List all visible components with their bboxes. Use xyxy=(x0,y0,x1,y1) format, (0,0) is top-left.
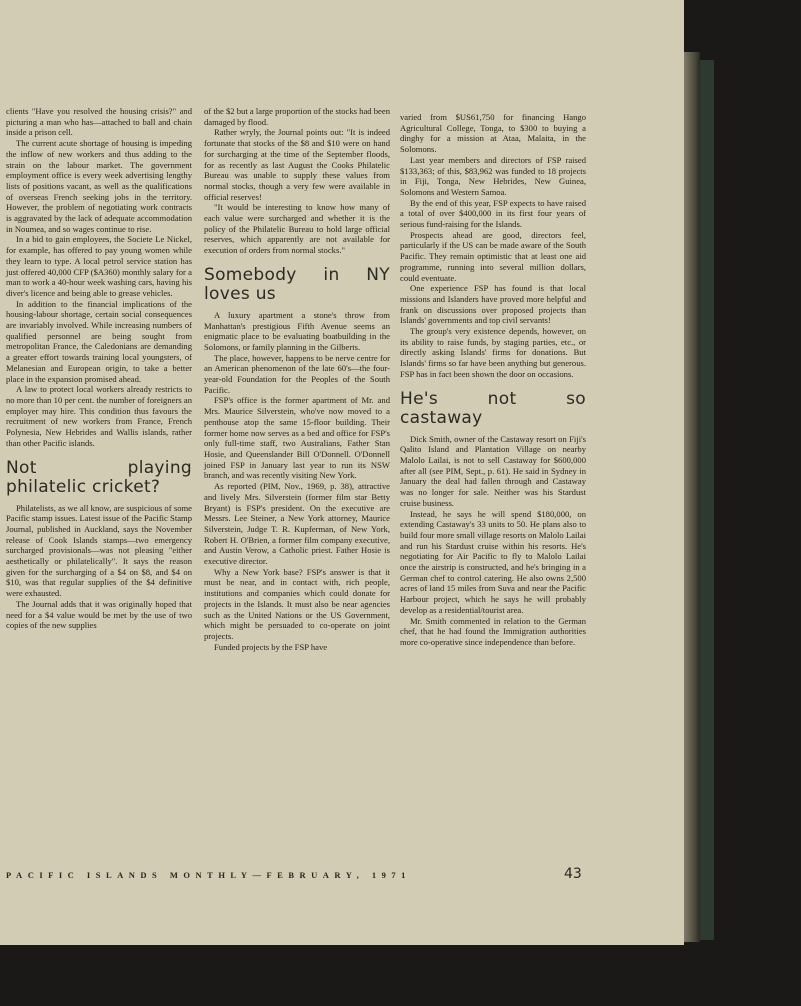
paragraph: Mr. Smith commented in relation to the German chef, that he had found the Immigration authorities more co-operative since independence than before. xyxy=(400,615,586,647)
page-number: 43 xyxy=(564,866,582,882)
paragraph: A law to protect local workers already restricts to no more than 10 per cent. the number of foreigners an employer may hire. This condition thus favours the recruitment of new workers from France, French Polynesia, New Hebrides and Wallis islands, rather than other Pacific islands. xyxy=(6,384,192,448)
section-heading: He's not so castaway xyxy=(400,388,586,428)
paragraph: In a bid to gain employees, the Societe Le Nickel, for example, has offered to pay young women while they learn to type. A local petrol service station has just offered 40,000 CFP ($A360) monthly salary for a man to work a 40-hour week washing cars, having his diver's licence and being able to grease vehicles. xyxy=(6,234,192,298)
paragraph: Rather wryly, the Journal points out: "It is indeed fortunate that stocks of the $8 and $10 were on hand for surcharging at the time of the September floods, for as recently as last August the Cooks Philatelic Bureau was unable to supply these values from normal stocks, though a very few were available in official reserves! xyxy=(204,127,390,202)
paragraph: A luxury apartment a stone's throw from Manhattan's prestigious Fifth Avenue seems an enigmatic place to be evaluating boatbuilding in the Solomons, or family planning in the Gilberts. xyxy=(204,309,390,352)
paragraph: varied from $US61,750 for financing Hango Agricultural College, Tonga, to $300 to buying a dinghy for a mission at Ataa, Malaita, in the Solomons. xyxy=(400,112,586,155)
book-gutter xyxy=(684,52,700,942)
paragraph: In addition to the financial implications of the housing-labour shortage, certain social consequences are invariably involved. While increasing numbers of qualified personnel are being sought from metropolitan France, the Caledonians are demanding a greater effort towards training local youngsters, of Melanesian and European origin, to take a better place in the expansion promised ahead. xyxy=(6,298,192,384)
paragraph: Funded projects by the FSP have xyxy=(214,641,328,652)
paragraph: Dick Smith, owner of the Castaway resort on Fiji's Qalito Island and Plantation Village on nearby Malolo Lailai, is not to sell Castaway for $600,000 after all (see PIM, Sept., p. 61). He said in Sydney in January the deal had fallen through and Castaway was no longer for sale. Neither was his Stardust cruise business. xyxy=(400,433,586,508)
paragraph: Last year members and directors of FSP raised $133,363; of this, $83,962 was funded to 18 projects in Fiji, Tonga, New Hebrides, New Guinea, Solomons and Western Samoa. xyxy=(400,154,586,197)
paragraph: As reported (PIM, Nov., 1969, p. 38), attractive and lively Mrs. Silverstein (former film star Betty Bryant) is FSP's president. On the executive are Messrs. Lee Steiner, a New York attorney, Maurice Silverstein, Judge T. R. Kupferman, of New York, Robert H. O'Brien, a former film company executive, and Austin Verow, a Catholic priest. Father Hosie is executive director. xyxy=(204,481,390,567)
paragraph: FSP's office is the former apartment of Mr. and Mrs. Maurice Silverstein, who've now moved to a penthouse atop the same 15-floor building. Their former home now serves as a bed and office for FSP's only full-time staff, two Australians, Father Stan Hosie, and Queenslander Bill O'Donnell. O'Donnell joined FSP in January last year to run its NSW branch, and was recently visiting New York. xyxy=(204,395,390,481)
paragraph: "It would be interesting to know how many of each value were surcharged and whether it is the policy of the Philatelic Bureau to hold large official reserves, which apparently are not available for execution of orders from normal stocks." xyxy=(204,202,390,256)
paragraph: Prospects ahead are good, directors feel, particularly if the US can be made aware of the South Pacific. They remain optimistic that at least one aid programme, running into several million dollars, could eventuate. xyxy=(400,229,586,283)
paragraph: Philatelists, as we all know, are suspicious of some Pacific stamp issues. Latest issue of the Pacific Stamp Journal, published in Auckland, says the November release of Cook Islands stamps—two emergency surcharged provisionals—was not pleasing "either aesthetically or philatelically". It says the reason given for the surcharging of a $4 on $8, and $4 on $10, was that regular supplies of the $4 definitive were exhausted. xyxy=(6,502,192,599)
paragraph: The group's very existence depends, however, on its ability to raise funds, by staging parties, etc., or directly asking Islands' firms for donations. But Islands' firms so far have been anything but generous. FSP has in fact been shown the door on occasions. xyxy=(400,326,586,379)
paragraph: The current acute shortage of housing is impeding the inflow of new workers and thus adding to the strain on the labour market. The government employment office is every week advertising lengthy lists of positions vacant, as well as the qualifications of overseas French seeking jobs in the territory. However, the problem of negotiating work contracts is aggravated by the lack of adequate accommodation in Noumea, and so wages continue to rise. xyxy=(6,138,192,234)
section-heading: Somebody in NY loves us xyxy=(204,264,390,304)
paragraph: One experience FSP has found is that local missions and Islanders have proved more helpful and frank on discussions over proposed projects than Islands' governments and top civil servants! xyxy=(400,283,586,326)
paragraph: The Journal adds that it was originally hoped that need for a $4 value would be met by the use of two copies of the new supplies xyxy=(6,598,192,631)
section-heading: Not playing philatelic cricket? xyxy=(6,457,192,497)
column-3 xyxy=(400,112,586,648)
paragraph: Instead, he says he will spend $180,000, on extending Castaway's 33 units to 50. He plans also to build four more small village resorts on Malolo Lailai and run his Stardust cruise within his resorts. He's negotiating for Air Pacific to fly to Malolo Lailai once the airstrip is constructed, and he's bringing in a German chef to control catering. He also owns 2,500 acres of land 15 miles from Suva and near the Pacific Harbour project, which he says he will probably develop as a residential/tourist area. xyxy=(400,508,586,615)
running-footer: PACIFIC ISLANDS MONTHLY—FEBRUARY, 1971 xyxy=(6,870,411,880)
column-1 xyxy=(6,106,192,631)
paragraph: clients "Have you resolved the housing crisis?" and picturing a man who has—attached to ball and chain inside a prison cell. xyxy=(6,106,192,138)
paragraph: of the $2 but a large proportion of the stocks had been damaged by flood. xyxy=(204,106,390,127)
book-cover-edge xyxy=(700,60,714,940)
paragraph: The place, however, happens to be nerve centre for an American phenomenon of the late 60's—the four-year-old Foundation for the Peoples of the South Pacific. xyxy=(204,352,390,395)
column-2 xyxy=(204,106,390,652)
paragraph: By the end of this year, FSP expects to have raised a total of over $400,000 in its first four years of serious fund-raising for the Islands. xyxy=(400,197,586,230)
paragraph: Why a New York base? FSP's answer is that it must be near, and in contact with, rich people, institutions and companies which could donate for projects in the Islands. It must also be near agencies such as the United Nations or the US Government, which might be persuaded to co-operate on joint projects. xyxy=(204,566,390,641)
